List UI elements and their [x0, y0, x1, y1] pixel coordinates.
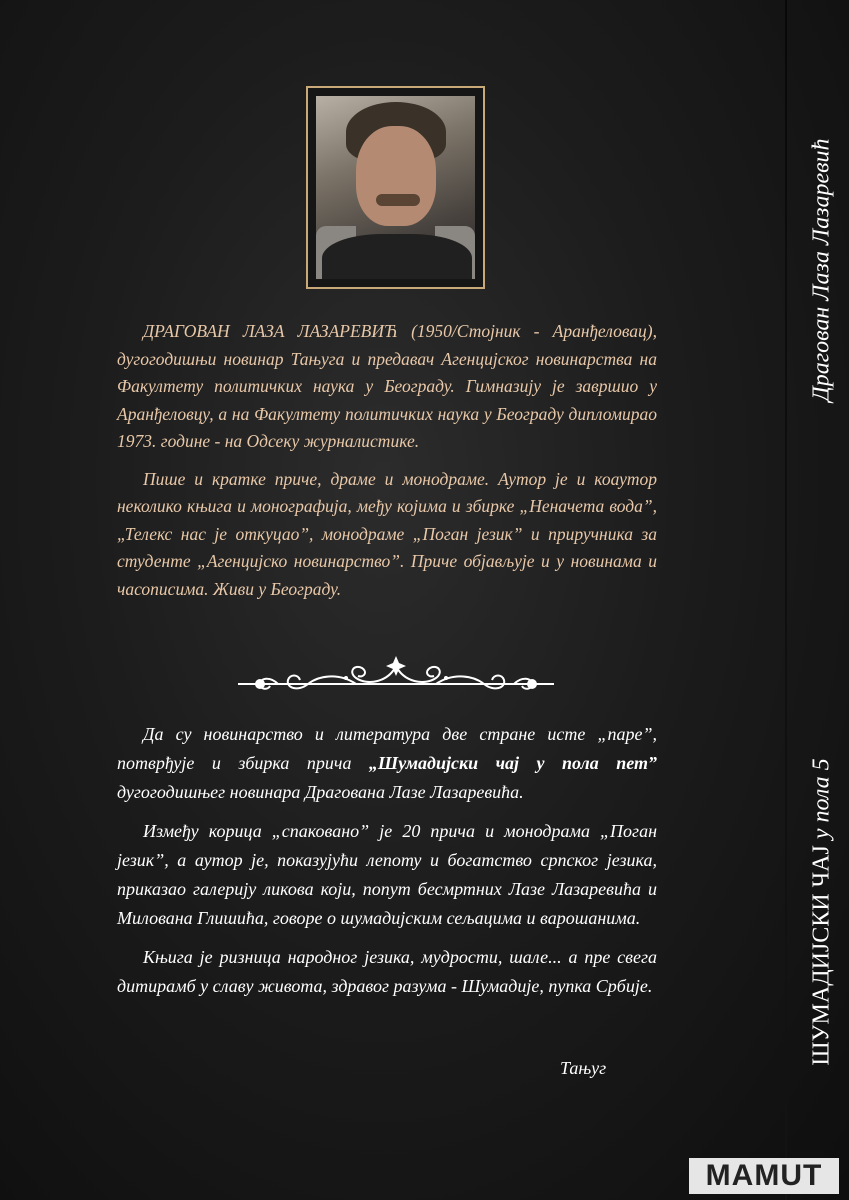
store-watermark: MAMUT [689, 1158, 839, 1194]
spine-divider [785, 0, 787, 1200]
spine-book-title [809, 758, 836, 1065]
book-title: „Шумадијски чај у пола пет” [368, 753, 657, 773]
flourish-divider-icon [238, 654, 554, 698]
bio-paragraph-1: ДРАГОВАН ЛАЗА ЛАЗАРЕВИЋ (1950/Стојник - Аранђеловац), дугогодишњи новинар Тањуга и предавач Агенцијског новинарства на Факултету политичких наука у Београду. Гимназију је завршио у Аранђеловцу, а на Факултету политичких наука у Београду дипломирао 1973. године - на Одсеку журналистике. [117, 321, 657, 451]
spine-author-name: Драгован Лаза Лазаревић [808, 138, 835, 402]
review-text: дугогодишњег новинара Драгована Лазе Лазаревића. [117, 782, 524, 802]
review-text: Да су новинарство и литература две стране исте „паре”, потврђује и збирка прича [117, 724, 657, 773]
author-photo-frame [306, 86, 485, 289]
bio-paragraph-2: Пише и кратке приче, драме и монодраме. Аутор је и коаутор неколико књига и монографија, међу којима и збирке „Неначета вода”, „Телекс нас је откуцао”, монодраме „Поган језик” и приручника за студенте „Агенцијско новинарство”. Приче објављује и у новинама и часописима. Живи у Београду. [117, 468, 657, 599]
author-bio [117, 318, 657, 613]
spine-title-rest: у пола 5 [808, 758, 835, 840]
author-photo [316, 96, 475, 279]
spine-title-caps: ШУМАДИЈСКИ ЧАЈ [808, 839, 835, 1066]
review-paragraph-3: Књига је ризница народног језика, мудрости, шале... а пре свега дитирамб у славу живота, здравог разума - Шумадије, пупка Србије. [117, 947, 657, 996]
review-paragraph-1 [117, 720, 657, 807]
review-source: Тањуг [560, 1058, 607, 1078]
book-review [117, 720, 657, 1011]
review-paragraph-2: Између корица „спаковано” је 20 прича и монодрама „Поган језик”, а аутор је, показујући лепоту и богатство српског језика, приказао галерију ликова који, попут бесмртних Лазе Лазаревића и Милована Глишића, говоре о шумадијским сељацима и варошанима. [117, 821, 657, 928]
